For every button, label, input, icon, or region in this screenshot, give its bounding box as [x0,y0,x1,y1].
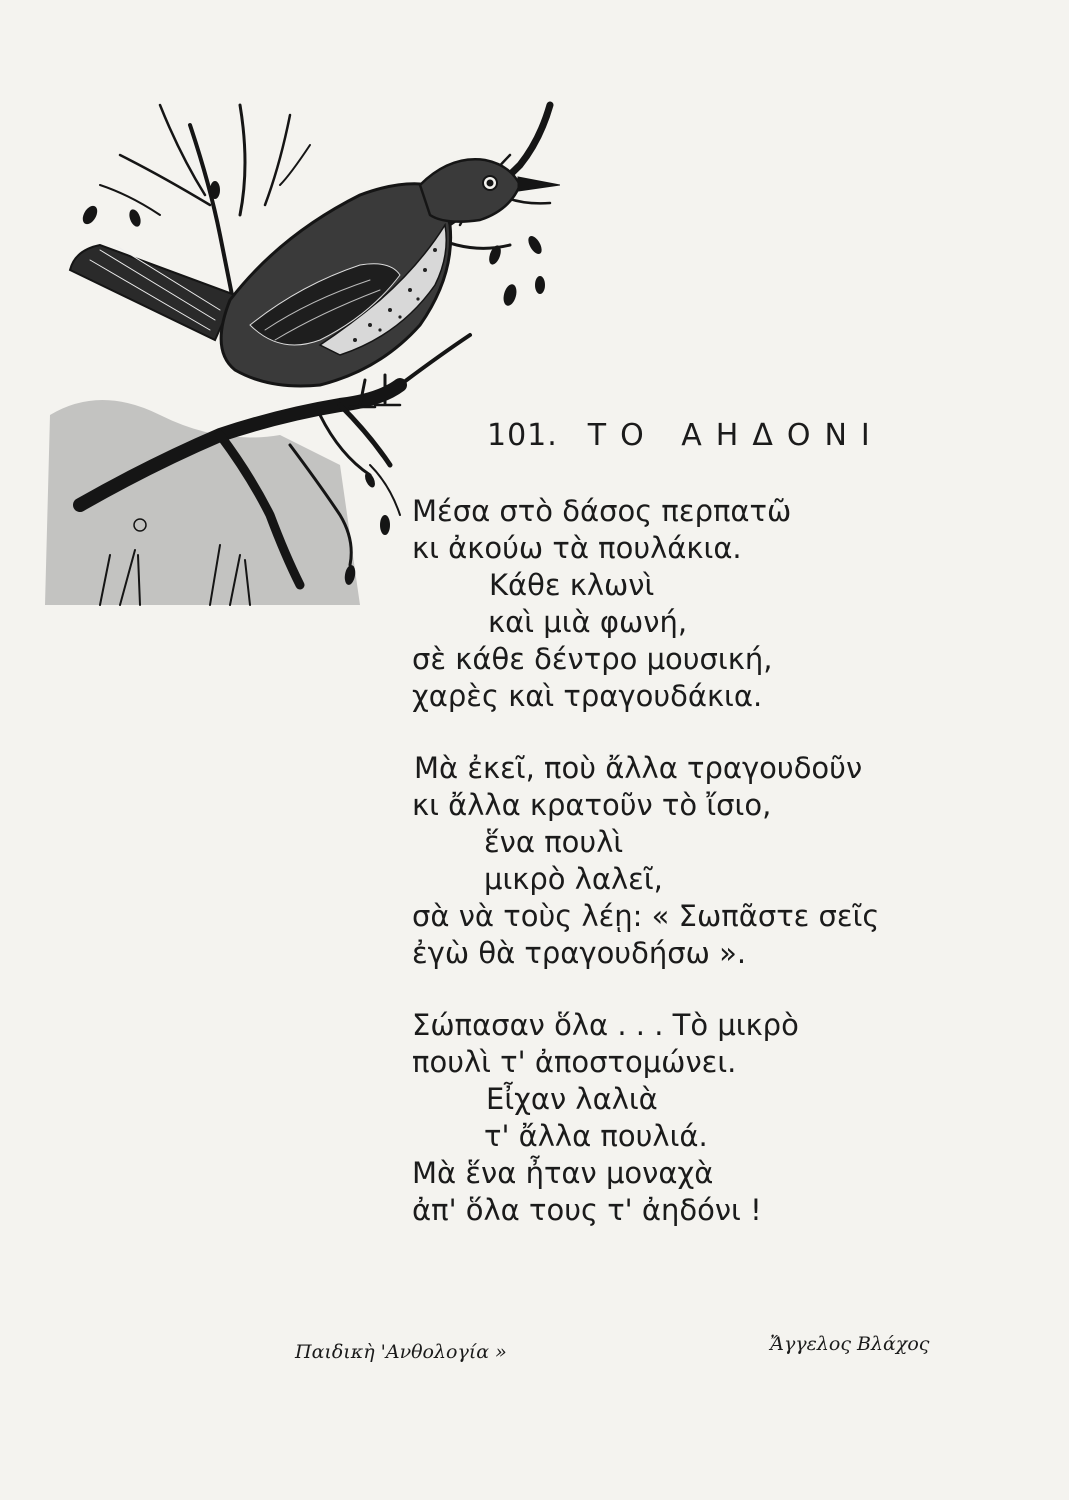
poem-line: Μὰ ἐκεῖ, ποὺ ἄλλα τραγουδοῦν [414,751,863,785]
poem-line: σὰ νὰ τοὺς λέῃ: « Σωπᾶστε σεῖς [412,899,880,933]
poem-line: Εἶχαν λαλιὰ [486,1082,658,1116]
poem-line: ἐγὼ θὰ τραγουδήσω ». [412,936,747,970]
poem-line: ἕνα πουλὶ [484,825,624,859]
stanza-1 [412,493,1052,715]
author-name: Ἄγγελος Βλάχος [770,1333,930,1355]
poem-line: ἀπ' ὅλα τους τ' ἀηδόνι ! [412,1193,762,1227]
poem-line: σὲ κάθε δέντρο μουσική, [412,642,773,676]
poem-line: κι ἄλλα κρατοῦν τὸ ἴσιο, [412,788,772,822]
stanza-3 [412,1007,1052,1229]
poem-line: μικρὸ λαλεῖ, [484,862,663,896]
poem-body [412,493,1052,1229]
poem-line: καὶ μιὰ φωνή, [488,605,688,639]
poem-line: πουλὶ τ' ἀποστομώνει. [412,1045,737,1079]
poem-line: χαρὲς καὶ τραγουδάκια. [412,679,763,713]
poem-line: κι ἀκούω τὰ πουλάκια. [412,531,742,565]
poem-line: Σώπασαν ὅλα . . . Τὸ μικρὸ [412,1008,799,1042]
poem-line: Κάθε κλωνὶ [489,568,655,602]
poem-title: ΤΟ ΑΗΔΟΝΙ [587,418,884,453]
poem-line: Μέσα στὸ δάσος περπατῶ [412,494,792,528]
stanza-2 [412,750,1052,972]
poem-heading [487,418,884,453]
poem-number: 101. [487,418,558,453]
source-citation: Παιδικὴ 'Ανθολογία » [295,1341,507,1363]
poem-line: Μὰ ἕνα ἦταν μοναχὰ [412,1156,714,1190]
poem-line: τ' ἄλλα πουλιά. [484,1119,708,1153]
